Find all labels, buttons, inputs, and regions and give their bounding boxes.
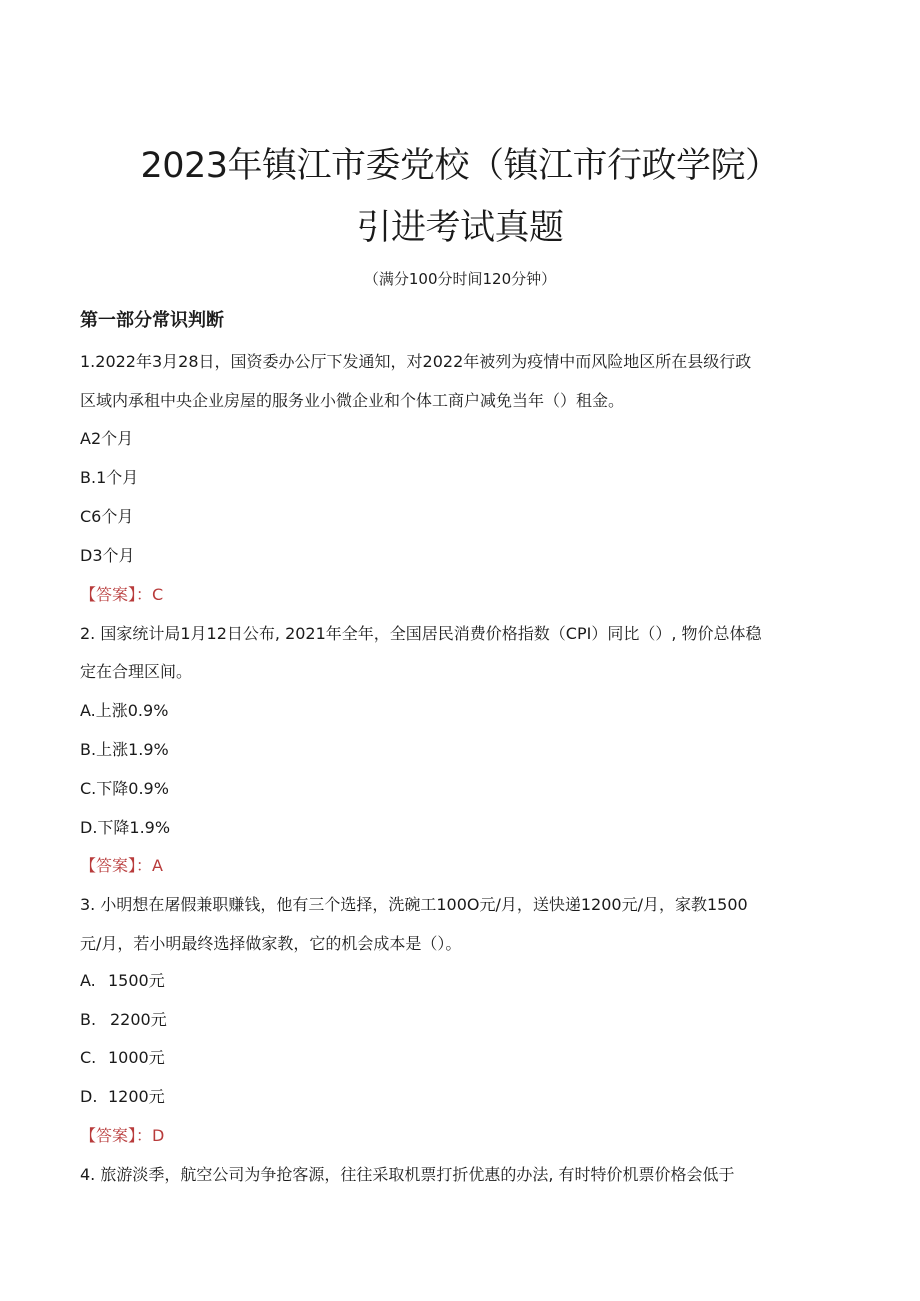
q1-text-line1: 1.2022年3月28日，国资委办公厅下发通知，对2022年被列为疫情中而风险地区所在县级行政 [80, 352, 752, 371]
q3-option-b-text: 2200元 [110, 1010, 167, 1029]
q3-option-c-letter: C. [80, 1048, 97, 1067]
q2-answer: 【答案】：A [80, 856, 163, 875]
q3-text-line1: 3. 小明想在屠假兼职赚钱，他有三个选择，洗碗工100O元/月，送快递1200元/月，家教1500 [80, 895, 748, 914]
q2-option-d: D.下降1.9% [80, 818, 171, 837]
q1-option-b: B.1个月 [80, 468, 139, 487]
q3-option-a [80, 970, 165, 992]
q3-option-a-text: 1500元 [108, 971, 165, 990]
q2-option-b: B.上涨1.9% [80, 740, 169, 759]
q2-option-a: A.上涨0.9% [80, 701, 169, 720]
q3-text-line2: 元/月，若小明最终选择做家教，它的机会成本是（）。 [80, 934, 462, 953]
doc-subtitle: （满分100分时间120分钟） [363, 270, 557, 288]
q3-option-b [80, 1009, 167, 1031]
q1-option-d: D3个月 [80, 546, 135, 565]
section-heading: 第一部分常识判断 [80, 310, 224, 331]
q1-text-line2: 区域内承租中央企业房屋的服务业小微企业和个体工商户减免当年（）租金。 [80, 391, 625, 410]
q3-option-d-letter: D. [80, 1087, 98, 1106]
q3-option-a-letter: A. [80, 971, 96, 990]
doc-title-line2: 引进考试真题 [356, 208, 564, 248]
q3-option-c [80, 1047, 165, 1069]
q1-option-c: C6个月 [80, 507, 134, 526]
q2-text-line2: 定在合理区间。 [80, 662, 193, 681]
doc-title-line1: 2023年镇江市委党校（镇江市行政学院） [140, 146, 780, 186]
q4-text-line1: 4. 旅游淡季，航空公司为争抢客源，往往采取机票打折优惠的办法, 有时特价机票价格会低于 [80, 1165, 735, 1184]
q1-option-a: A2个月 [80, 429, 134, 448]
q2-text-line1: 2. 国家统计局1月12日公布, 2021年全年，全国居民消费价格指数（CPI）同比（）, 物价总体稳 [80, 624, 762, 643]
q2-option-c: C.下降0.9% [80, 779, 169, 798]
q1-answer: 【答案】：C [80, 585, 164, 604]
q3-option-d-text: 1200元 [108, 1087, 165, 1106]
q3-option-c-text: 1000元 [108, 1048, 165, 1067]
q3-option-b-letter: B. [80, 1010, 97, 1029]
q3-option-d [80, 1086, 165, 1108]
q3-answer: 【答案】：D [80, 1126, 165, 1145]
